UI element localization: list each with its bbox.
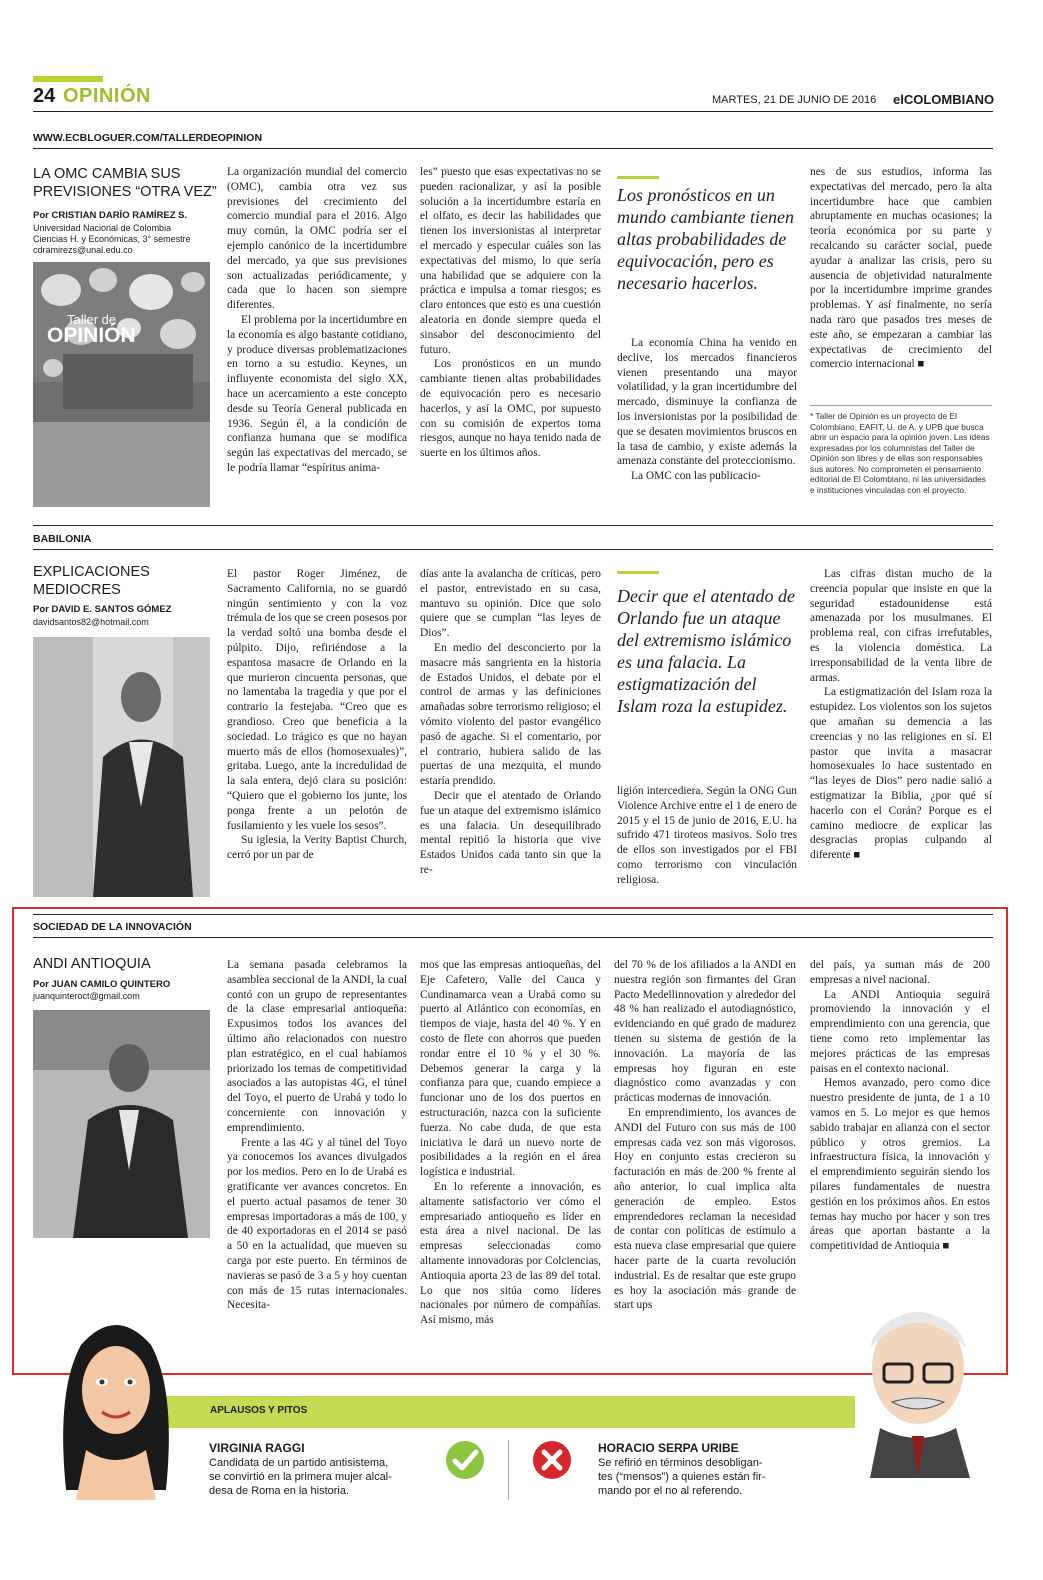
- author-photo-david-santos: [33, 637, 210, 897]
- cross-icon: [532, 1440, 572, 1480]
- article2-column-2: [420, 567, 601, 878]
- article3-column-2: [420, 958, 601, 1328]
- aplausos-left-text-3: desa de Roma en la historia.: [209, 1485, 350, 1497]
- article2-col4-paragraph-2: La estigmatización del Islam roza la estupidez. Los violentos son los sujetos que amañan su demencia a las creencias y no las religiones en sí. El pastor que invita a masacrar homosexuales lo hace sustentado en “las leyes de Dios” pero nadie salió a estigmatizar la Biblia, ¿por qué sí hacerlo con el Corán? Porque es el camino mediocre de explicar las desgracias propias culpando al diferente ■: [810, 686, 992, 862]
- article3-col4-paragraph-2: La ANDI Antioquia seguirá promoviendo la innovación y el emprendimiento con una gerencia, que tiene como reto implementar las mejores prácticas de las empresas paisas en el contexto nacional.: [810, 988, 990, 1075]
- aplausos-right-text-2: tes (“mensos”) a quienes están fir-: [598, 1471, 766, 1483]
- article3-byline: Por JUAN CAMILO QUINTERO: [33, 979, 171, 990]
- article2-col1-paragraph-1: El pastor Roger Jiménez, de Sacramento California, no se guardó ningún sentimiento y con la voz trémula de los que se creen posesos por la verdad soltó una bomba desde el púlpito. Dijo, refiriéndose a la espantosa masacre de Orlando en la que murieron cincuenta personas, que no lamentaba la tragedia y que por el contrario la festejaba. “Creo que es grandioso. Creo que beneficia a la sociedad. Lo trágico es que no hayan muerto más de ellos (homosexuales)”, gritaba. Luego, ante la incredulidad de la sala entera, dejó clara su posición: “Quiero que el gobierno los junte, los ponga frente a un pelotón de fusilamiento y les vuele los sesos”.: [227, 568, 407, 832]
- article2-rule: [33, 549, 993, 550]
- author-portrait-image: [33, 637, 210, 897]
- article1-col3-paragraph-2: La OMC con las publicacio-: [631, 470, 761, 483]
- article3-col2-paragraph-2: En lo referente a innovación, es altamente satisfactorio ver cómo el empresariado antioqueño es líder en esta área a nivel nacional. De las empresas seleccionadas como altamente innovadoras por Colciencias, Antioquia aporta 23 de las 89 del total. Lo que nos sitúa como líderes nacionales por número de compañías. Así mismo, más: [420, 1180, 601, 1327]
- article3-col1-paragraph-1: La semana pasada celebramos la asamblea seccional de la ANDI, la cual contó con un grupo de representantes de la clase empresarial antioqueña: Expusimos todos los avances del último año relacionados con nuestro plan estratégico, en el cual habíamos priorizado los temas de competitividad asociados a las autopistas 4G, el túnel del Toyo, el puerto de Urabá y todo lo concerniente con innovación y emprendimiento.: [227, 959, 407, 1134]
- caricature-horacio-serpa: [840, 1298, 990, 1478]
- article3-headline: ANDI ANTIOQUIA: [33, 956, 151, 972]
- article3-rule: [33, 937, 993, 938]
- aplausos-left-name: VIRGINIA RAGGI: [209, 1441, 305, 1455]
- article1-affiliation-2: Ciencias H. y Económicas, 3° semestre: [33, 234, 191, 244]
- article1-column-4: [810, 165, 992, 372]
- caricature-virginia-raggi: [36, 1300, 196, 1500]
- article1-col3-paragraph-1: La economía China ha venido en declive, los mercados financieros vienen presentando una mayor volatilidad, y la gran incertidumbre del mercado, disminuye la confianza de los inversionistas por la posibilidad de que se desaten movimientos bruscos en la tasa de cambio, y existe además la amenaza constante del proteccionismo.: [617, 337, 797, 468]
- article3-col4-paragraph-3: Hemos avanzado, pero como dice nuestro presidente de junta, de 1 a 10 vamos en 5. Lo mejor es que hemos sabido trabajar en alianza con el sector público y otros gremios. La infraestructura física, la innovación y el emprendimiento seguirán siendo los pilares fundamentales de nuestra gestión en los próximos años. En estos temas hay mucho por hacer y son tres áreas que aportan bastante a la competitividad de Antioquia ■: [810, 1077, 990, 1253]
- article3-column-1: [227, 958, 407, 1313]
- article1-col2-paragraph-1: les” puesto que esas expectativas no se pueden racionalizar, y así la posible solución a la incertidumbre estaría en el olfato, es decir las habilidades que tienen los inversionistas al interpretar el mercado y especular cuáles son las expectativas del mismo, lo que sería una habilidad que se adquiere con la práctica e impulsa a tomar riesgos; es claro entonces que esto es una cuestión aleatoria en donde siempre queda el sinsabor del desconocimiento del futuro.: [420, 166, 601, 356]
- article2-col1-paragraph-2: Su iglesia, la Verity Baptist Church, cerró por un par de: [227, 834, 407, 862]
- article2-column-4: [810, 567, 992, 863]
- article3-col3-paragraph-2: En emprendimiento, los avances de ANDI del Futuro con sus más de 100 empresas cada vez son más vigorosos. Hoy en conjunto estas crecieron su facturación en más de 200 % frente al año anterior, lo cual implica alta generación de empleo. Estos emprendedores reclaman la necesidad de contar con políticas de estímulo a esta nueva clase empresarial que quiere hacer parte de la cuarta revolución industrial. Es de resaltar que este grupo es hoy la asociación más grande de start ups: [614, 1106, 796, 1312]
- newspaper-brand: elCOLOMBIANO: [893, 92, 995, 107]
- taller-logo-line1: Taller de: [67, 312, 117, 327]
- article1-affiliation-1: Universidad Nacional de Colombia: [33, 223, 172, 233]
- article1-column-1: [227, 165, 407, 476]
- aplausos-right-name: HORACIO SERPA URIBE: [598, 1441, 739, 1455]
- taller-opinion-logo: [33, 262, 210, 507]
- article2-kicker: BABILONIA: [33, 533, 92, 545]
- article2-col2-paragraph-2: En medio del desconcierto por la masacre más sangrienta en la historia de Estados Unidos, el debate por el control de armas y las definiciones amañadas sobre terrorismo religioso; el vómito violento del pastor evangélico pasó de agache. Si el comentario, por el contrario, hubiera salido de las puertas de una mezquita, el mundo estaría prendido.: [420, 641, 601, 788]
- article3-email: juanquinteroct@gmail.com: [33, 991, 140, 1001]
- dateline: MARTES, 21 DE JUNIO DE 2016: [712, 94, 877, 106]
- article1-col4-paragraph-1: nes de sus estudios, informa las expectativas del mercado, pero la alta incertidumbre hace que cambien abruptamente en muchas ocasiones; la teoría económica por su parte y recalcando su carácter social, puede ayudar a analizar las crisis, pero su ausencia de objetividad naturalmente por la incertidumbre imprime grandes problemas. Y así finalmente, no sería nada raro que pasados tres meses de este año, se empezaran a cambiar las expectativas de crecimiento del comercio internacional ■: [810, 166, 992, 371]
- article1-col1-paragraph-2: El problema por la incertidumbre en la economía es algo bastante cotidiano, y produce diversas problematizaciones en torno a su estudio. Keynes, un influyente economista del siglo XX, hace un acercamiento a este concepto desde su Teoría General publicada en 1936. Según él, a la condición de confianza humana que se modifica según las expectativas del mercado, se le podría llamar “espíritus anima-: [227, 313, 407, 474]
- article1-kicker: WWW.ECBLOGUER.COM/TALLERDEOPINION: [33, 132, 263, 144]
- article2-pull-quote-accent: [617, 571, 659, 574]
- article3-column-3: [614, 958, 796, 1313]
- article1-headline-2: PREVISIONES “OTRA VEZ”: [33, 184, 217, 200]
- author-portrait-image: [33, 1010, 210, 1238]
- article3-col4-paragraph-1: del país, ya suman más de 200 empresas a nivel nacional.: [810, 959, 990, 986]
- author-photo-juan-camilo-quintero: [33, 1010, 210, 1238]
- article2-col2-paragraph-3: Decir que el atentado de Orlando fue un ataque del extremismo islámico es una falacia. Un desequilibrado mental repitió la historia que vive Estados Unidos cada tanto sin que la re-: [420, 789, 601, 876]
- article3-col3-paragraph-1: del 70 % de los afiliados a la ANDI en nuestra región son firmantes del Gran Pacto Medellinnovation y alrededor del 48 % han realizado el autodiagnóstico, evidenciando en qué grado de madurez tienen su sistema de gestión de la innovación. La mayoría de las empresas hoy figuran en este diagnóstico como avanzadas y con prácticas modernas de innovación.: [614, 959, 796, 1105]
- article1-column-3: [617, 336, 797, 484]
- article2-col4-paragraph-1: Las cifras distan mucho de la creencia popular que insiste en que la seguridad estadounidense está amenazada por los musulmanes. El problema real, con cifras irrefutables, es la violencia doméstica. La irresponsabilidad de la venta libre de armas.: [810, 568, 992, 684]
- aplausos-title: APLAUSOS Y PITOS: [210, 1405, 308, 1416]
- taller-logo-line2: OPINIÓN: [47, 324, 136, 347]
- header-rule: [33, 111, 993, 112]
- article1-headline-1: LA OMC CAMBIA SUS: [33, 166, 181, 182]
- page-number: 24: [33, 85, 56, 107]
- aplausos-left-text-2: se convirtió en la primera mujer alcal-: [209, 1471, 392, 1483]
- article2-col3-paragraph-1: ligión intercediera. Según la ONG Gun Violence Archive entre el 1 de enero de 2015 y el 15 de junio de 2016, E.U. ha sufrido 471 tiroteos masivos. Solo tres de ellos son investigados por el FBI como terrorismo con vinculación religiosa.: [617, 785, 797, 886]
- article2-col2-paragraph-1: días ante la avalancha de críticas, pero el pastor, entrevistado en su casa, mantuvo su opinión. Dice que solo quiere que se cumplan “las leyes de Dios”.: [420, 568, 601, 640]
- aplausos-right-text-1: Se refirió en términos desobligan-: [598, 1457, 763, 1469]
- article2-column-1: [227, 567, 407, 863]
- aplausos-left-text-1: Candidata de un partido antisistema,: [209, 1457, 389, 1469]
- article2-headline-1: EXPLICACIONES: [33, 564, 150, 580]
- article3-kicker: SOCIEDAD DE LA INNOVACIÓN: [33, 921, 192, 933]
- article2-headline-2: MEDIOCRES: [33, 582, 121, 598]
- article3-col1-paragraph-2: Frente a las 4G y al túnel del Toyo ya conocemos los avances divulgados por los medios. Pero en lo de Urabá es gratificante ver avances concretos. En el puerto actual pasamos de tener 30 empresas importadoras a más de 100, y de 40 exportadoras en el 2014 se pasó a 50 en la actualidad, que mueven su carga por este puerto. En términos de navieras se pasó de 3 a 5 y hoy cuentan con más de 15 rutas internacionales. Necesita-: [227, 1136, 407, 1312]
- article1-byline: Por CRISTIAN DARÍO RAMÍREZ S.: [33, 210, 188, 221]
- article3-col2-paragraph-1: mos que las empresas antioqueñas, del Eje Cafetero, Valle del Cauca y Cundinamarca vean a Urabá como su puerto al Atlántico con economías, en tiempos de viaje, hasta del 40 %. Y en costo de flete con ahorros que pueden rondar entre el 10 % y el 30 %. Debemos generar la carga y la confianza para que, cuando empiece a funcionar uno de los dos puertos en estructuración, nazca con la suficiente fuerza. No cabe duda, de que esta iniciativa le dará un nuevo norte de posibilidades a la región en el área logística e industrial.: [420, 959, 601, 1179]
- article1-pull-quote-accent: [617, 176, 659, 179]
- article1-pull-quote: Los pronósticos en un mundo cambiante tienen altas probabilidades de equivocación, pero es necesario hacerlos.: [617, 185, 794, 293]
- speech-bubbles-graphic: [33, 262, 210, 507]
- article1-note-rule: [810, 405, 992, 406]
- article1-footnote: * Taller de Opinión es un proyecto de El Colombiano, EAFIT, U. de A. y UPB que busca abrir un espacio para la opinión joven. Las ideas expresadas por los columnistas del Taller de Opinión son libres y de ellas son responsables sus autores. No comprometen el pensamiento editorial de El Colombiano, ni las universidades e instituciones vinculadas con el proyecto.: [810, 411, 990, 495]
- article1-column-2: [420, 165, 601, 461]
- article3-column-4: [810, 958, 990, 1254]
- aplausos-divider: [508, 1440, 509, 1500]
- article3-top-rule: [33, 914, 993, 915]
- aplausos-right-text-3: mando por el no al referendo.: [598, 1485, 743, 1497]
- article1-col2-paragraph-2: Los pronósticos en un mundo cambiante tienen altas probabilidades de equivocación pero es necesario hacerlos, y así la OMC, por supuesto con su comisión de expertos toma riesgos, aunque no haya tenido nada de suerte en los últimos años.: [420, 358, 601, 460]
- article2-byline: Por DAVID E. SANTOS GÓMEZ: [33, 604, 172, 615]
- article1-email: cdramirezs@unal.edu.co: [33, 245, 133, 255]
- article1-col1-paragraph-1: La organización mundial del comercio (OMC), cambia otra vez sus previsiones del crecimiento del comercio mundial para el 2016. Algo muy común, la OMC podría ser el ejemplo canónico de la incertidumbre del mercado, ya que sus previsiones son actualizadas periódicamente, y cada que lo hacen son siempre diferentes.: [227, 166, 407, 312]
- article2-column-3: [617, 784, 797, 888]
- article2-email: davidsantos82@hotmail.com: [33, 617, 149, 627]
- article2-pull-quote: Decir que el atentado de Orlando fue un ataque del extremismo islámico es una falacia. La estigmatización del Islam roza la estupidez.: [617, 586, 795, 716]
- article1-rule: [33, 148, 993, 149]
- section-title: OPINIÓN: [63, 85, 151, 107]
- article2-top-rule: [33, 525, 993, 526]
- check-icon: [445, 1440, 485, 1480]
- header-accent-bar: [33, 76, 103, 82]
